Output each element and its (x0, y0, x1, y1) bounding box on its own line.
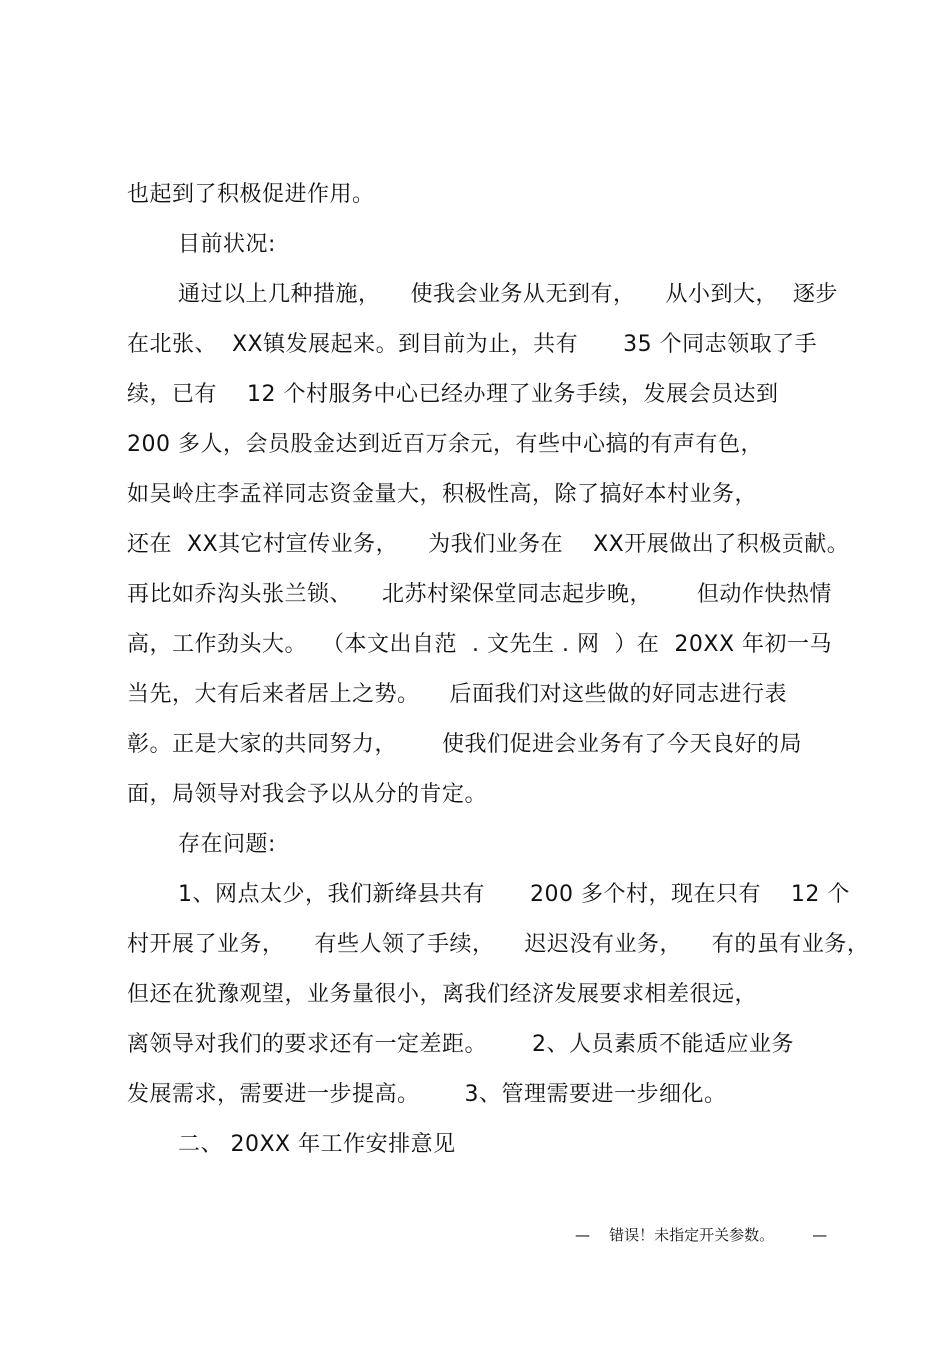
text-line-1: 也起到了积极促进作用。 (127, 182, 375, 207)
text-line-19: 发展需求，需要进一步提高。 3、管理需要进一步细化。 (127, 1082, 727, 1107)
text-line-5: 续，已有 12 个村服务中心已经办理了业务手续，发展会员达到 (127, 382, 779, 407)
text-line-18: 离领导对我们的要求还有一定差距。 2、人员素质不能适应业务 (127, 1032, 794, 1057)
text-line-6: 200 多人，会员股金达到近百万余元，有些中心搞的有声有色， (127, 432, 763, 457)
text-line-12: 彰。正是大家的共同努力， 使我们促进会业务有了今天良好的局 (127, 732, 802, 757)
text-line-9: 再比如乔沟头张兰锁、 北苏村梁保堂同志起步晚， 但动作快热情 (127, 582, 832, 607)
text-line-3: 通过以上几种措施， 使我会业务从无到有， 从小到大， 逐步 (178, 282, 838, 307)
text-line-13: 面，局领导对我会予以从分的肯定。 (127, 782, 488, 807)
page-footer: — 错误！未指定开关参数。 — (575, 1226, 828, 1244)
text-line-2: 目前状况: (178, 232, 276, 257)
text-line-11: 当先，大有后来者居上之势。 后面我们对这些做的好同志进行表 (127, 682, 787, 707)
text-line-14: 存在问题: (178, 832, 276, 857)
text-line-4: 在北张、 XX镇发展起来。到目前为止，共有 35 个同志领取了手 (127, 332, 818, 357)
text-line-10: 高，工作劲头大。 （本文出自范 . 文先生 . 网 ）在 20XX 年初一马 (127, 632, 833, 657)
text-line-15: 1、网点太少，我们新绛县共有 200 多个村，现在只有 12 个 (178, 882, 850, 907)
text-line-20: 二、 20XX 年工作安排意见 (178, 1132, 456, 1157)
text-line-7: 如吴岭庄李孟祥同志资金量大，积极性高，除了搞好本村业务， (127, 482, 758, 507)
text-line-16: 村开展了业务， 有些人领了手续， 迟迟没有业务， 有的虽有业务， (127, 932, 870, 957)
text-line-17: 但还在犹豫观望，业务量很小，离我们经济发展要求相差很远， (127, 982, 758, 1007)
text-line-8: 还在 XX其它村宣传业务， 为我们业务在 XX开展做出了积极贡献。 (127, 532, 850, 557)
